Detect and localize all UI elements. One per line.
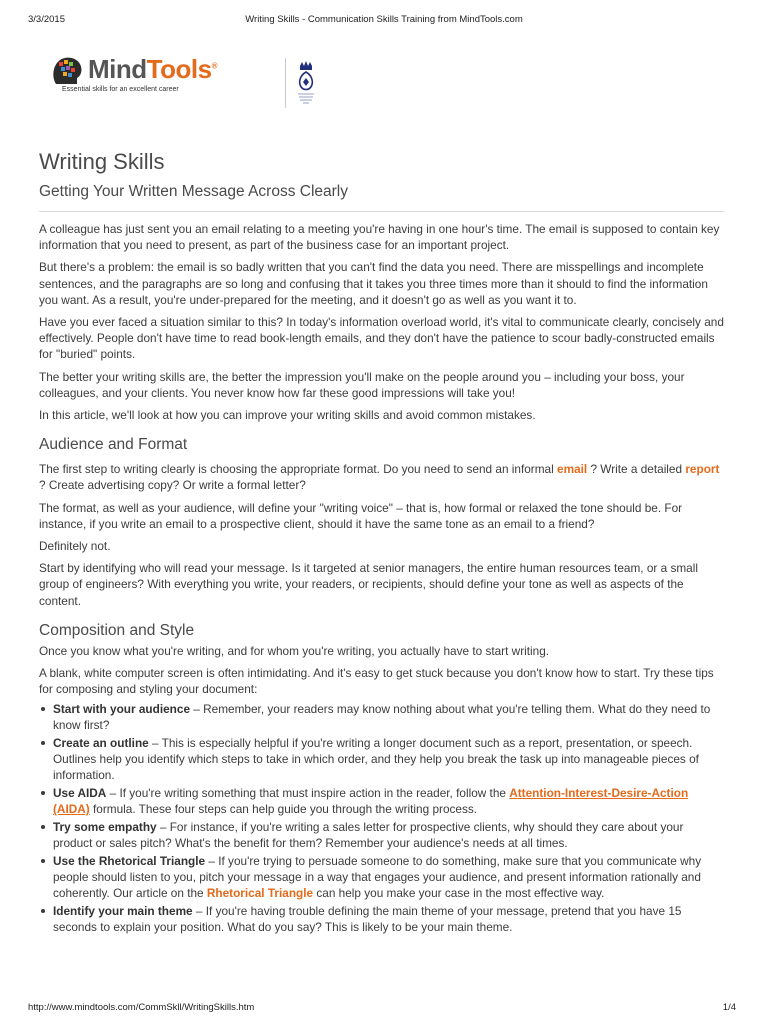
email-link[interactable]: email bbox=[557, 462, 588, 477]
writing-tips-list bbox=[39, 701, 725, 935]
logo-tools: Tools bbox=[146, 54, 212, 84]
intro-paragraph-1: A colleague has just sent you an email relating to a meeting you're having in one hour's time. The email is supposed to contain key information that you need to present, as part of the business case for an important project. bbox=[39, 222, 720, 253]
logo-wordmark bbox=[88, 54, 217, 85]
audience-p1-text-a: The first step to writing clearly is choosing the appropriate format. Do you need to send an informal bbox=[39, 462, 558, 477]
intro-paragraph-3: Have you ever faced a situation similar to this? In today's information overload world, it's vital to communicate clearly, concisely and effectively. People don't have time to read book-length emails, and they don't have the patience to scour badly-constructed emails for "buried" points. bbox=[39, 315, 724, 362]
aida-link[interactable]: Attention-Interest-Desire-Action (AIDA) bbox=[53, 786, 689, 817]
composition-paragraph-2: A blank, white computer screen is often intimidating. And it's easy to get stuck because you don't know how to start. Try these tips for composing and styling your document: bbox=[39, 666, 714, 697]
article-title: Writing Skills bbox=[39, 149, 165, 174]
list-item bbox=[39, 701, 725, 733]
report-link[interactable]: report bbox=[685, 462, 720, 477]
head-logo-icon bbox=[50, 54, 84, 88]
section-heading-audience-format: Audience and Format bbox=[39, 436, 188, 454]
tip-text-after: formula. These four steps can help guide you through the writing process. bbox=[89, 802, 478, 817]
tip-text: – For instance, if you're writing a sales letter for prospective clients, why should they care about your product or sales pitch? What's the benefit for them? Remember your audience's needs at all times. bbox=[53, 820, 684, 851]
tip-text: – Remember, your readers may know nothing about what you're telling them. What do they need to know first? bbox=[53, 702, 711, 733]
audience-paragraph-3: Definitely not. bbox=[39, 539, 111, 554]
bullet-icon bbox=[41, 825, 45, 829]
print-footer bbox=[28, 1002, 740, 1016]
tip-text: – If you're having trouble defining the main theme of your message, pretend that you have 15 seconds to explain your position. What do you say? This is likely to be your main theme. bbox=[53, 904, 682, 935]
print-header bbox=[28, 14, 740, 28]
list-item bbox=[39, 735, 725, 783]
bullet-icon bbox=[41, 741, 45, 745]
print-page-title: Writing Skills - Communication Skills Training from MindTools.com bbox=[245, 14, 523, 25]
rhetorical-triangle-link[interactable]: Rhetorical Triangle bbox=[206, 886, 314, 901]
tip-text: – This is especially helpful if you're writing a longer document such as a report, presentation, or speech. Outlines help you identify which steps to take in which order, and they help you break the task up into manageable pieces of information. bbox=[53, 736, 699, 783]
article-subtitle: Getting Your Written Message Across Clearly bbox=[39, 182, 725, 212]
tip-text-after: can help you make your case in the most effective way. bbox=[313, 886, 605, 901]
mindtools-logo[interactable] bbox=[50, 50, 290, 110]
audience-p1-text-c: ? Create advertising copy? Or write a formal letter? bbox=[39, 478, 306, 493]
logo-tagline: Essential skills for an excellent career bbox=[62, 86, 179, 93]
tip-title: Start with your audience bbox=[53, 702, 191, 717]
tip-title: Use AIDA bbox=[53, 786, 107, 801]
print-url: http://www.mindtools.com/CommSkll/WritingSkills.htm bbox=[28, 1002, 255, 1013]
audience-paragraph-2: The format, as well as your audience, will define your "writing voice" – that is, how formal or relaxed the tone should be. For instance, if you write an email to a prospective client, should it have the same tone as an email to a friend? bbox=[39, 500, 683, 531]
logo-registered: ® bbox=[211, 61, 217, 71]
list-item bbox=[39, 903, 725, 935]
tip-text: – If you're writing something that must inspire action in the reader, follow the bbox=[106, 786, 510, 801]
tip-title: Identify your main theme bbox=[53, 904, 193, 919]
list-item bbox=[39, 853, 725, 901]
list-item bbox=[39, 819, 725, 851]
bullet-icon bbox=[41, 791, 45, 795]
bullet-icon bbox=[41, 909, 45, 913]
print-page-number: 1/4 bbox=[722, 1002, 736, 1013]
tip-title: Try some empathy bbox=[53, 820, 157, 835]
audience-paragraph-1 bbox=[39, 461, 725, 493]
bullet-icon bbox=[41, 707, 45, 711]
audience-p1-text-b: ? Write a detailed bbox=[587, 462, 686, 477]
bullet-icon bbox=[41, 859, 45, 863]
intro-paragraph-4: The better your writing skills are, the better the impression you'll make on the people around you – including your boss, your colleagues, and your clients. You never know how far these good impressions will take you! bbox=[39, 369, 685, 400]
audience-paragraph-4: Start by identifying who will read your message. Is it targeted at senior managers, the entire human resources team, or a small group of engineers? With everything you write, your readers, or recipients, should define your tone as well as aspects of the content. bbox=[39, 561, 698, 608]
intro-paragraph-2: But there's a problem: the email is so badly written that you can't find the data you need. There are misspellings and incomplete sentences, and the paragraphs are so long and confusing that it takes you three times more than it should to find the information you want. As a result, you're under-prepared for the meeting, and it doesn't go as well as you want it to. bbox=[39, 260, 708, 307]
logo-mind: Mind bbox=[88, 54, 147, 84]
article-content bbox=[39, 148, 725, 937]
intro-paragraph-5: In this article, we'll look at how you can improve your writing skills and avoid common mistakes. bbox=[39, 408, 536, 423]
tip-title: Create an outline bbox=[53, 736, 149, 751]
section-heading-composition-style: Composition and Style bbox=[39, 621, 195, 639]
list-item bbox=[39, 785, 725, 817]
print-date: 3/3/2015 bbox=[28, 14, 65, 25]
tip-title: Use the Rhetorical Triangle bbox=[53, 854, 206, 869]
tip-text: – If you're trying to persuade someone to do something, make sure that you communicate why people should listen to you, pitch your message in a way that engages your audience, and present information rationally and coherently. Our article on the bbox=[53, 854, 702, 901]
crown-award-icon bbox=[286, 58, 326, 108]
queens-award-emblem bbox=[285, 58, 326, 108]
composition-paragraph-1: Once you know what you're writing, and for whom you're writing, you actually have to start writing. bbox=[39, 643, 550, 658]
